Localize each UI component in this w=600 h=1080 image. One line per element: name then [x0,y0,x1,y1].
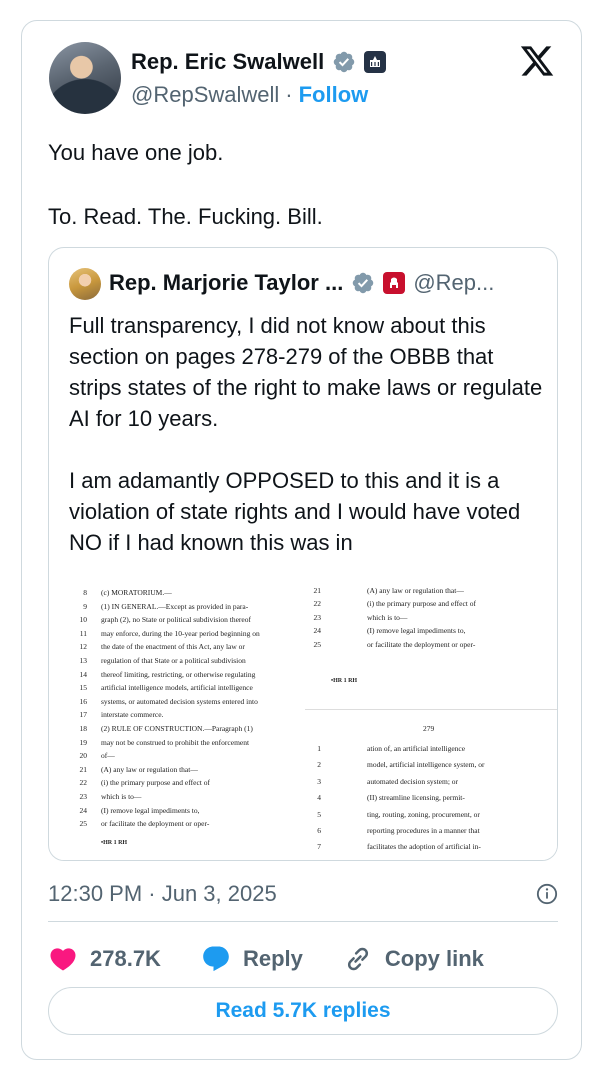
timestamp[interactable]: 12:30 PM · Jun 3, 2025 [48,881,277,906]
bill-line [305,760,558,772]
quoted-tweet[interactable] [48,247,558,861]
bill-line [59,724,303,736]
follow-button[interactable]: Follow [298,82,369,107]
reply-bubble-icon [201,944,231,974]
bill-line [59,615,303,627]
bill-line-number: 25 [313,639,321,649]
verified-badge-icon [332,50,356,74]
bill-line-number: 19 [79,737,87,747]
bill-line-number: 25 [79,819,87,829]
quoted-author-row [109,270,494,296]
bill-line-text: may enforce, during the 10-year period beginning on [101,628,260,638]
bill-line-text: ation of, an artificial intelligence [367,744,466,753]
author-avatar[interactable] [49,42,121,114]
bill-line-number: 22 [79,778,87,788]
bill-line-number: 14 [79,669,87,679]
timestamp-row [48,877,558,911]
bill-line-number: 4 [317,793,321,803]
copy-link-label: Copy link [384,946,484,971]
bill-line-number: 23 [313,612,321,622]
quoted-author-avatar[interactable] [69,268,101,300]
bill-line-text: (i) the primary purpose and effect of [367,599,476,609]
bill-page-image-right[interactable] [305,578,558,861]
like-count: 278.7K [90,946,161,971]
bill-line [59,602,303,614]
bill-line-number: 23 [79,792,87,801]
bill-line-number: 22 [313,599,321,609]
bill-line [59,710,303,722]
bill-line [59,778,303,790]
bill-line [59,806,303,818]
bill-line-text: (2) RULE OF CONSTRUCTION.—Paragraph (1) [101,724,253,733]
like-button[interactable] [48,944,161,974]
bill-line [305,586,558,598]
bill-line-number: 15 [79,683,87,693]
separator-dot: · [285,82,293,107]
bill-page-image-left[interactable] [59,578,303,861]
party-badge-icon [383,272,405,294]
bill-line [59,751,303,763]
bill-line [305,777,558,789]
bill-line-text: (A) any law or regulation that— [367,586,464,595]
bill-line-number: 21 [79,764,87,774]
reply-label: Reply [242,946,303,971]
bill-line-number: 6 [317,826,321,835]
bill-line-number: 10 [79,615,87,625]
bill-line-number: 2 [317,760,321,770]
bill-line-number: 13 [79,656,87,665]
bill-line-text: which is to— [367,612,408,622]
bill-line-text: interstate commerce. [101,710,164,720]
author-handle[interactable]: @RepSwalwell [131,82,280,107]
bill-line-number: 1 [317,744,321,753]
bill-line-number: 7 [317,842,321,852]
bill-line [305,613,558,625]
link-icon [343,944,373,974]
government-badge-icon [364,51,386,73]
bill-line [59,765,303,777]
bill-line [59,819,303,831]
bill-page-279-snippet [305,716,558,861]
bill-line [305,842,558,854]
bill-line-text: artificial intelligence models, artificial intelligence [101,683,253,693]
x-logo-icon[interactable] [519,43,555,79]
bill-line [59,656,303,668]
quoted-paragraph: I am adamantly OPPOSED to this and it is a violation of state rights and I would have voted NO if I had known this was in [69,468,521,555]
bill-line [305,744,558,756]
bill-line-text: thereof limiting, restricting, or otherwise regulating [101,669,256,679]
bill-line-number: 5 [317,809,321,819]
bill-page-number: 279 [423,724,435,733]
bill-line-text: systems, or automated decision systems entered into [101,696,258,706]
bill-line-number: 11 [79,628,87,638]
divider [48,921,558,922]
bill-line-number: 9 [83,601,87,611]
bill-footer-mark: •HR 1 RH [331,678,358,684]
bill-line-number: 12 [79,642,87,652]
bill-line-number: 8 [83,588,87,597]
author-handle-row [131,82,368,108]
bill-line-text: may not be construed to prohibit the enforcement [101,737,250,747]
bill-line [59,738,303,750]
author-name-row [131,49,386,75]
reply-button[interactable] [201,944,303,974]
bill-line-text: graph (2), no State or political subdivision thereof [101,615,251,625]
bill-line [59,670,303,682]
bill-line [59,792,303,804]
bill-line-text: (c) MORATORIUM.— [101,588,172,597]
bill-line-text: (A) any law or regulation that— [101,764,198,774]
quoted-tweet-text [69,310,544,589]
quoted-author-handle[interactable]: @Rep... [413,270,495,295]
bill-line [305,626,558,638]
action-bar [48,939,524,979]
tweet-text [48,137,558,265]
bill-line-number: 16 [79,696,87,706]
bill-line-text: or facilitate the deployment or oper- [367,639,476,649]
bill-line [59,683,303,695]
bill-line-text: ting, routing, zoning, procurement, or [367,809,480,819]
bill-line-text: or facilitate the deployment or oper- [101,819,210,829]
read-replies-button[interactable]: Read 5.7K replies [48,987,558,1035]
bill-line-text: regulation of that State or a political subdivision [101,656,246,665]
bill-line-text: facilitates the adoption of artificial in- [367,842,481,852]
bill-line [305,810,558,822]
bill-line-number: 21 [313,586,321,595]
bill-line [305,826,558,838]
quoted-verified-badge-icon [351,271,375,295]
bill-line-number: 18 [79,724,87,733]
copy-link-button[interactable] [343,944,484,974]
bill-line-text: the date of the enactment of this Act, any law or [101,642,245,652]
bill-line-text: (i) the primary purpose and effect of [101,778,210,788]
bill-line-text: model, artificial intelligence system, or [367,760,485,770]
bill-line-number: 17 [79,710,87,720]
author-name[interactable]: Rep. Eric Swalwell [131,49,325,74]
info-icon[interactable] [536,883,558,905]
quoted-paragraph: Full transparency, I did not know about this section on pages 278-279 of the OBBB that strips states of the right to make laws or regulate AI for 10 years. [69,313,543,431]
quoted-author-name[interactable]: Rep. Marjorie Taylor ... [109,270,344,295]
bill-line-text: (I) remove legal impediments to, [101,805,200,815]
bill-line-text: reporting procedures in a manner that [367,826,480,835]
bill-line [305,793,558,805]
heart-icon [48,944,78,974]
bill-footer-mark: •HR 1 RH [101,840,128,846]
tweet-card [21,20,582,1060]
tweet-line: To. Read. The. Fucking. Bill. [48,204,323,229]
bill-line-text: (I) remove legal impediments to, [367,626,466,636]
bill-line-text: which is to— [101,792,142,801]
bill-line [59,697,303,709]
bill-line-number: 24 [313,626,321,636]
bill-line-number: 3 [317,776,321,786]
bill-line [59,642,303,654]
bill-line [59,629,303,641]
bill-line [305,640,558,652]
tweet-line: You have one job. [48,140,224,165]
bill-page-278-snippet [305,578,558,710]
bill-line-text: (1) IN GENERAL.—Except as provided in para- [101,601,249,611]
bill-line [59,588,303,600]
bill-line-text: automated decision system; or [367,776,459,786]
bill-line-text: of— [101,751,115,761]
bill-line-number: 20 [79,751,87,761]
bill-line-number: 24 [79,805,87,815]
bill-line-text: (II) streamline licensing, permit- [367,793,465,803]
bill-line [305,599,558,611]
